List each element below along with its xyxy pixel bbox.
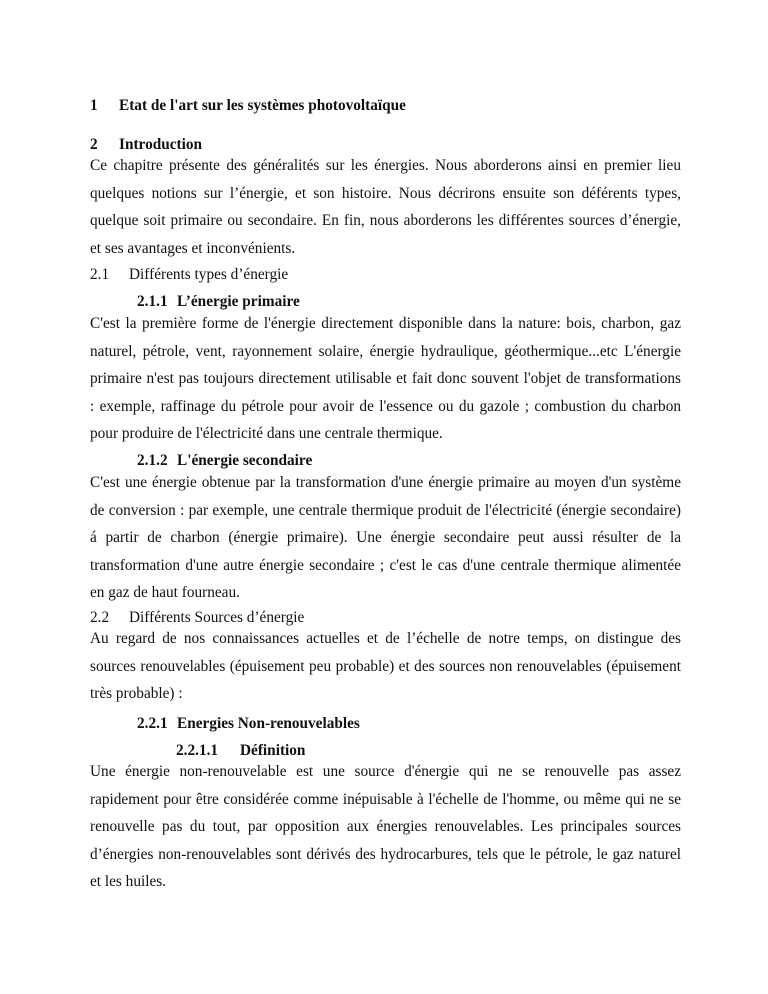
heading-number: 2.1.1: [137, 293, 168, 310]
heading-title: Définition: [240, 742, 306, 759]
heading-title: Etat de l'art sur les systèmes photovoltaïque: [119, 97, 406, 114]
paragraph-line: C'est une énergie obtenue par la transformation d'une énergie primaire au moyen d'un système: [90, 474, 681, 491]
heading-number: 1: [90, 97, 98, 114]
heading-number: 2.2.1: [137, 715, 168, 732]
paragraph-line: pour produire de l'électricité dans une centrale thermique.: [90, 425, 443, 442]
heading-number: 2: [90, 136, 98, 153]
paragraph-line: : exemple, raffinage du pétrole pour avoir de l'essence ou du gazole ; combustion du charbon: [90, 397, 681, 415]
heading-title: Différents types d’énergie: [129, 266, 289, 283]
paragraph-sources-energie: [90, 625, 681, 708]
paragraph-line: naturel, pétrole, vent, rayonnement solaire, énergie hydraulique, géothermique...etc L'énergie: [90, 342, 681, 360]
paragraph-line: transformation d'une autre énergie secondaire ; c'est le cas d'une centrale thermique alimentée: [90, 556, 681, 574]
paragraph-line: C'est la première forme de l'énergie directement disponible dans la nature: bois, charbon, gaz: [90, 315, 681, 332]
heading-title: Introduction: [119, 136, 203, 153]
heading-title: L'énergie secondaire: [177, 452, 313, 469]
paragraph-line: Ce chapitre présente des généralités sur les énergies. Nous aborderons ainsi en premier lieu: [90, 157, 681, 174]
paragraph-line: renouvelle pas du tout, par opposition aux énergies renouvelables. Les principales sources: [90, 818, 681, 835]
paragraph-intro: [90, 152, 681, 262]
paragraph-line: sources renouvelables (épuisement peu probable) et des sources non renouvelables (épuisement: [90, 657, 681, 675]
paragraph-line: primaire n'est pas toujours directement utilisable et fait donc souvent l'objet de transformations: [90, 370, 681, 387]
paragraph-line: rapidement pour être considérée comme inépuisable à l'échelle de l'homme, ou même qui ne se: [90, 790, 681, 808]
paragraph-line: quelque soit primaire ou secondaire. En fin, nous aborderons les différentes sources d’énergie,: [90, 212, 681, 229]
heading-number: 2.2: [90, 609, 110, 626]
paragraph-line: Au regard de nos connaissances actuelles et de l’échelle de notre temps, on distingue des: [90, 630, 681, 647]
heading-number: 2.1.2: [137, 452, 168, 469]
paragraph-line: en gaz de haut fourneau.: [90, 584, 240, 601]
heading-number: 2.2.1.1: [176, 742, 219, 759]
paragraph-definition: [90, 758, 681, 896]
paragraph-line: et les huiles.: [90, 873, 167, 890]
paragraph-energie-primaire: [90, 310, 681, 448]
heading-title: L’énergie primaire: [177, 293, 300, 310]
heading-title: Energies Non-renouvelables: [177, 715, 360, 732]
paragraph-energie-secondaire: [90, 469, 681, 607]
heading-title: Différents Sources d’énergie: [129, 609, 305, 626]
paragraph-line: de conversion : par exemple, une centrale thermique produit de l'électricité (énergie secondaire): [90, 501, 681, 519]
heading-number: 2.1: [90, 266, 110, 283]
paragraph-line: quelques notions sur l’énergie, et son histoire. Nous décrirons ensuite son déférents types,: [90, 184, 681, 202]
paragraph-line: á partir de charbon (énergie primaire). Une énergie secondaire peut aussi résulter de la: [90, 529, 681, 546]
paragraph-line: d’énergies non-renouvelables sont dérivés des hydrocarbures, tels que le pétrole, le gaz naturel: [90, 845, 681, 863]
paragraph-line: Une énergie non-renouvelable est une source d'énergie qui ne se renouvelle pas assez: [90, 763, 681, 780]
paragraph-line: et ses avantages et inconvénients.: [90, 239, 296, 257]
paragraph-line: très probable) :: [90, 685, 183, 702]
